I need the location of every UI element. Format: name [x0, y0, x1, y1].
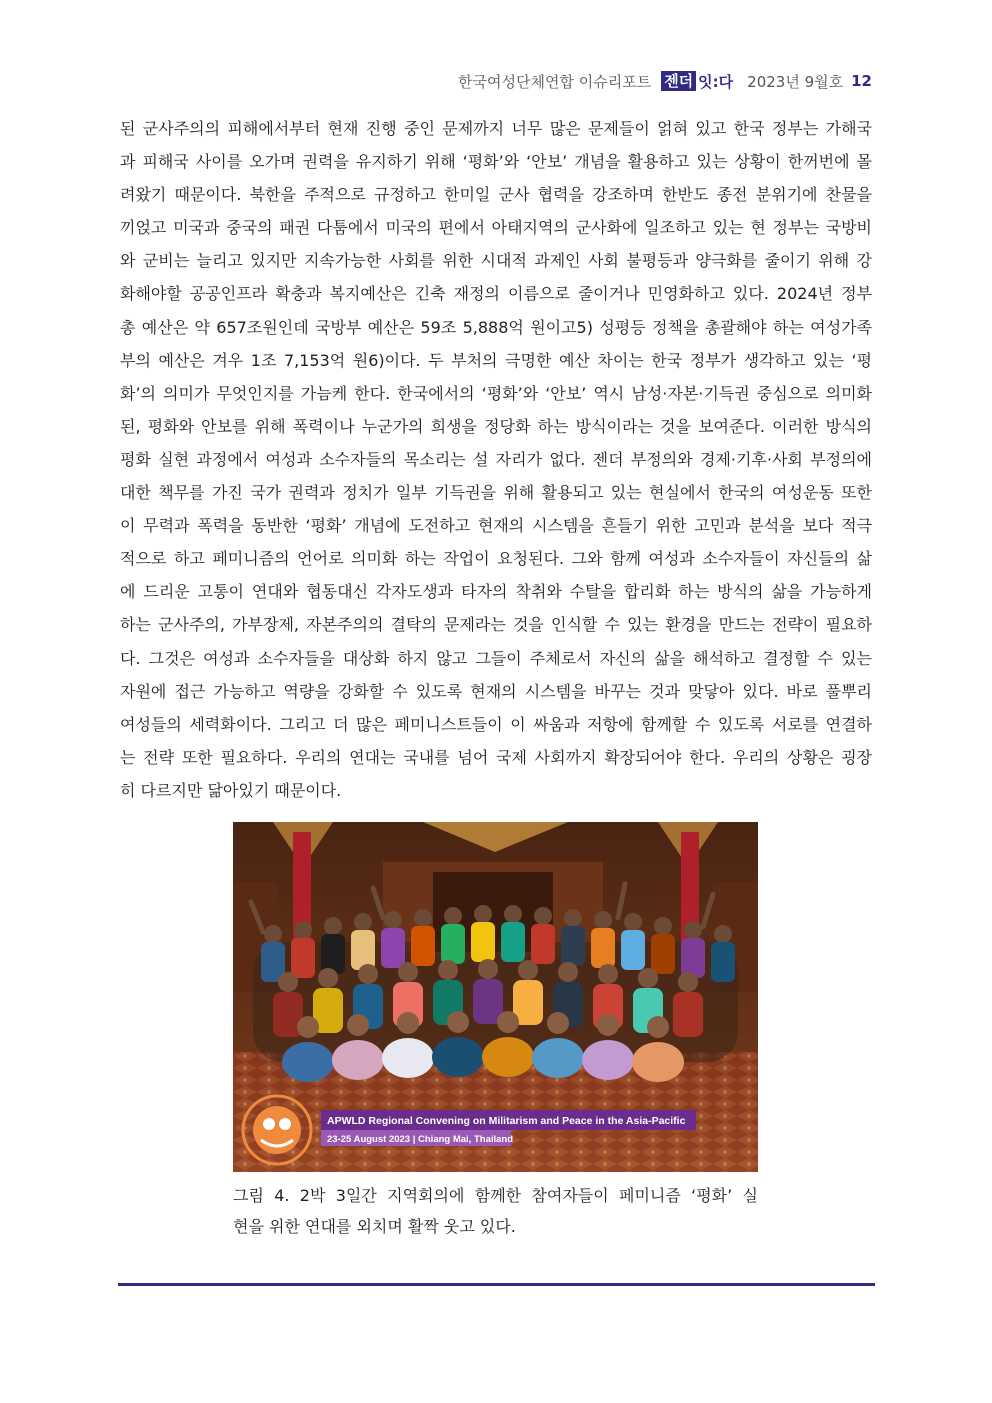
body-line: 총 예산은 약 657조원인데 국방부 예산은 59조 5,888억 원이고5) 성평등 정책을 총괄해야 하는 여성가족 — [120, 317, 872, 337]
body-line: 히 다르지만 닮아있기 때문이다. — [120, 780, 342, 800]
group-photo — [233, 822, 758, 1172]
body-line: 부의 예산은 겨우 1조 7,153억 원6)이다. 두 부처의 극명한 예산 차이는 한국 정부가 생각하고 있는 ‘평 — [120, 350, 872, 370]
page-header — [458, 70, 872, 92]
brand-part-1: 젠더 — [661, 71, 696, 91]
banner-title: APWLD Regional Convening on Militarism and Peace in the Asia-Pacific — [327, 1115, 686, 1127]
body-line: 여성들의 세력화이다. 그리고 더 많은 페미니스트들이 이 싸움과 저항에 함께할 수 있도록 서로를 연결하 — [120, 714, 872, 734]
body-line: 이 무력과 폭력을 동반한 ‘평화’ 개념에 도전하고 현재의 시스템을 흔들기 위한 고민과 분석을 보다 적극 — [120, 516, 872, 536]
body-line: 는 전략 또한 필요하다. 우리의 연대는 국내를 넘어 국제 사회까지 확장되어야 한다. 우리의 상황은 굉장 — [120, 747, 872, 767]
banner-date: 23-25 August 2023 | Chiang Mai, Thailand — [327, 1134, 514, 1145]
apwld-logo — [243, 1096, 311, 1164]
body-text — [120, 112, 872, 807]
body-line: 과 피해국 사이를 오가며 권력을 유지하기 위해 ‘평화’와 ‘안보’ 개념을 활용하고 있는 상황이 한꺼번에 몰 — [120, 152, 872, 172]
caption-line: 현을 위한 연대를 외치며 활짝 웃고 있다. — [233, 1217, 516, 1236]
body-line: 적으로 하고 페미니즘의 언어로 의미화 하는 작업이 요청된다. 그와 함께 여성과 소수자들이 자신들의 삶 — [120, 549, 872, 569]
figure-caption — [233, 1180, 758, 1242]
body-line: 된 군사주의의 피해에서부터 현재 진행 중인 문제까지 너무 많은 문제들이 얽혀 있고 한국 정부는 가해국 — [120, 119, 872, 138]
body-line: 다. 그것은 여성과 소수자들을 대상화 하지 않고 그들이 주체로서 자신의 삶을 해석하고 결정할 수 있는 — [120, 648, 872, 668]
header-issue: 2023년 9월호 — [747, 72, 844, 91]
body-line: 자원에 접근 가능하고 역량을 강화할 수 있도록 현재의 시스템을 바꾸는 것과 맞닿아 있다. 바로 풀뿌리 — [120, 681, 872, 701]
caption-line: 그림 4. 2박 3일간 지역회의에 함께한 참여자들이 페미니즘 ‘평화’ 실 — [233, 1186, 758, 1205]
page-number: 12 — [851, 72, 872, 90]
body-line: 화해야할 공공인프라 확충과 복지예산은 긴축 재정의 이름으로 줄이거나 민영화하고 있다. 2024년 정부 — [120, 284, 872, 304]
footer-rule — [118, 1283, 875, 1286]
body-line: 하는 군사주의, 가부장제, 자본주의의 결탁의 문제라는 것을 인식할 수 있는 환경을 만드는 전략이 필요하 — [120, 615, 872, 635]
body-line: 대한 책무를 가진 국가 권력과 정치가 일부 기득권을 위해 활용되고 있는 현실에서 한국의 여성운동 또한 — [120, 483, 872, 503]
body-line: 화’의 의미가 무엇인지를 가늠케 한다. 한국에서의 ‘평화’와 ‘안보’ 역시 남성·자본·기득권 중심으로 의미화 — [120, 383, 872, 403]
body-line: 에 드리운 고통이 연대와 협동대신 각자도생과 타자의 착취와 수탈을 합리화 하는 방식의 삶을 가능하게 — [120, 582, 872, 602]
header-brand-logo — [661, 71, 735, 92]
header-org: 한국여성단체연합 이슈리포트 — [458, 72, 652, 91]
body-line: 와 군비는 늘리고 있지만 지속가능한 사회를 위한 시대적 과제인 사회 불평등과 양극화를 줄이기 위해 강 — [120, 251, 872, 271]
body-line: 끼얹고 미국과 중국의 패권 다툼에서 미국의 편에서 아태지역의 군사화에 일조하고 있는 현 정부는 국방비 — [120, 218, 872, 238]
body-line: 려왔기 때문이다. 북한을 주적으로 규정하고 한미일 군사 협력을 강조하며 한반도 종전 분위기에 찬물을 — [120, 185, 872, 205]
body-line: 평화 실현 과정에서 여성과 소수자들의 목소리는 설 자리가 없다. 젠더 부정의와 경제·기후·사회 부정의에 — [120, 449, 872, 469]
brand-part-2: 잇:다 — [698, 72, 734, 91]
body-line: 된, 평화와 안보를 위해 폭력이나 누군가의 희생을 정당화 하는 방식이라는 것을 보여준다. 이러한 방식의 — [120, 416, 872, 436]
